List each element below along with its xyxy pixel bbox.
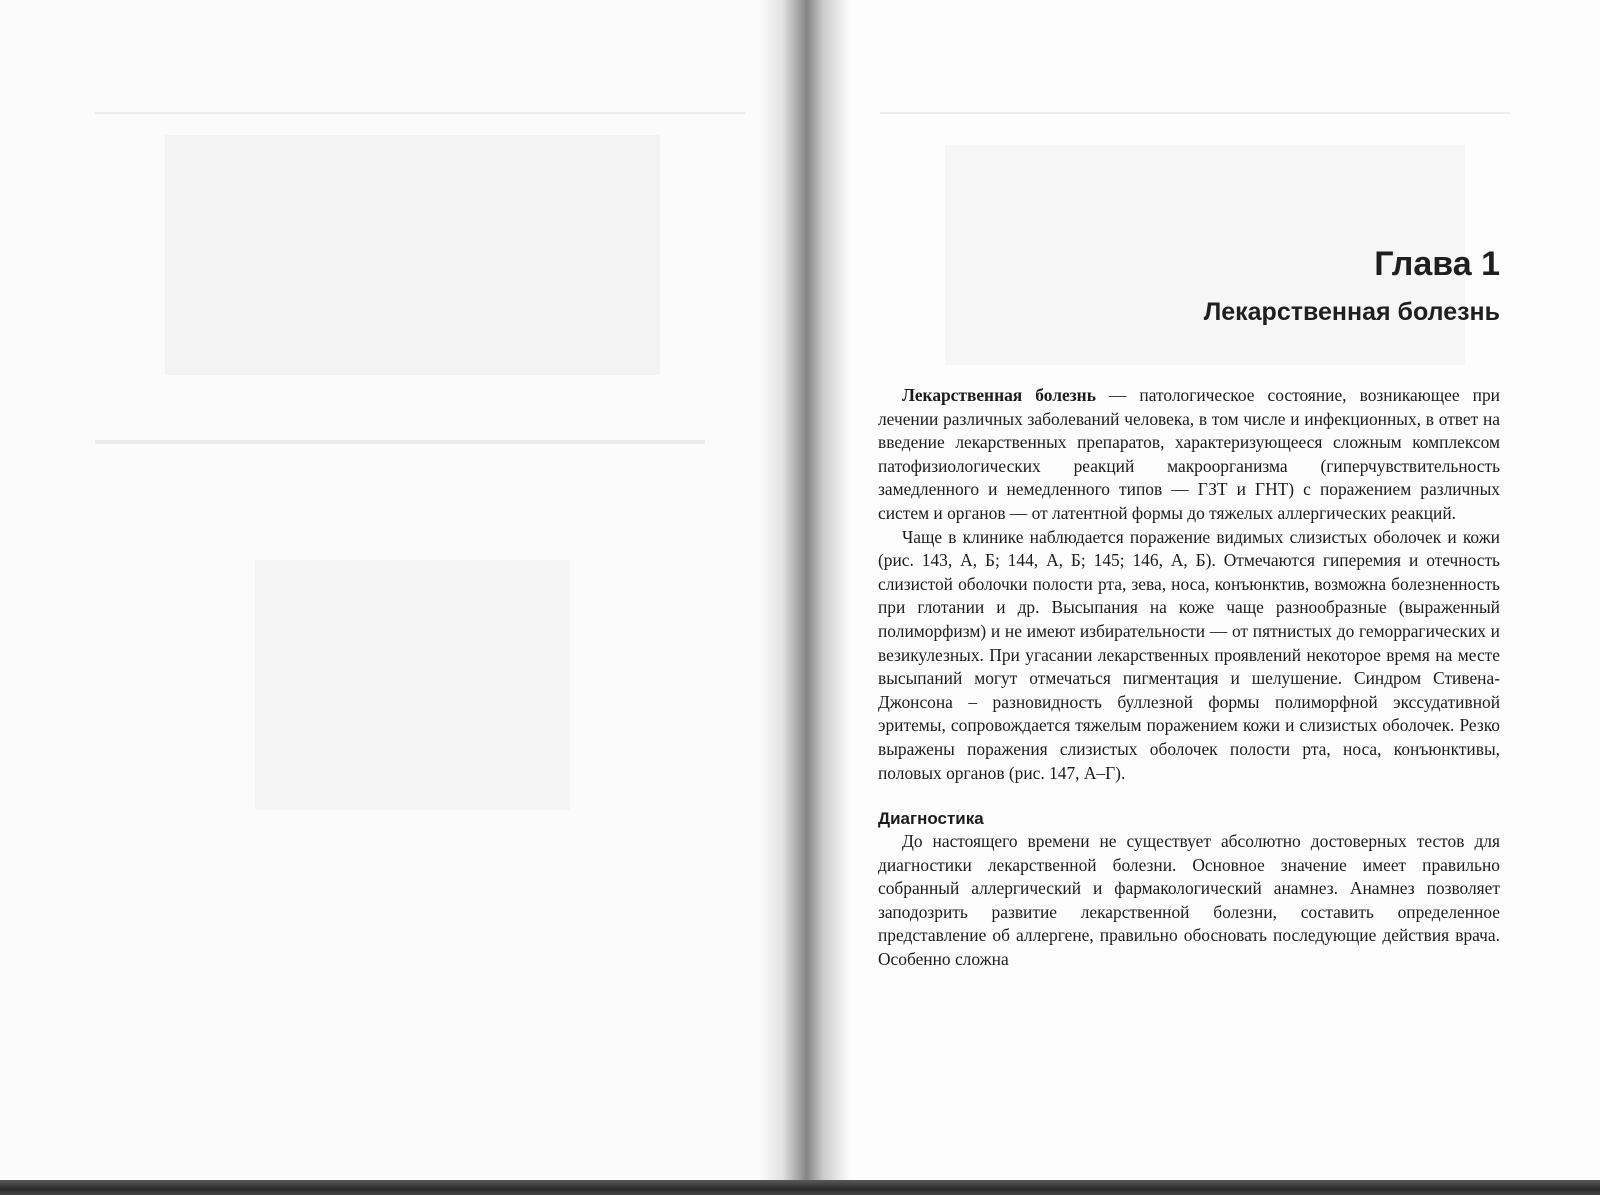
bleed-through-header-rule (95, 112, 745, 114)
bleed-through-image (165, 135, 660, 375)
right-page (850, 0, 1600, 1180)
chapter-title: Лекарственная болезнь (1203, 298, 1500, 326)
scanner-bottom-edge (0, 1180, 1600, 1195)
paragraph-definition (878, 384, 1500, 526)
left-page (0, 0, 790, 1180)
bleed-through-right-header-rule (880, 112, 1510, 114)
definition-text: — патологическое состояние, возникающее при лечении различных заболеваний человека, в том числе и инфекционных, в ответ на введение лекарственных препаратов, характеризующееся сложным комплексом патофизиологических реакций макроорганизма (гиперчувствительность замедленного и немедленного типов — ГЗТ и ГНТ) с поражением различных систем и органов — от латентной формы до тяжелых аллергических реакций. (878, 385, 1500, 523)
chapter-number: Глава 1 (1374, 245, 1500, 283)
body-text (878, 384, 1500, 972)
chapter-heading (1204, 236, 1500, 332)
defined-term: Лекарственная болезнь (902, 385, 1096, 405)
bleed-through-image-lower (255, 560, 570, 810)
paragraph-clinical: Чаще в клинике наблюдается поражение видимых слизистых оболочек и кожи (рис. 143, А, Б; 144, А, Б; 145; 146, А, Б). Отмечаются гиперемия и отечность слизистой оболочки полости рта, зева, носа, конъюнктив, возможна болезненность при глотании и др. Высыпания на коже чаще разнообразные (выраженный полиморфизм) и не имеют избирательности — от пятнистых до геморрагических и везикулезных. При угасании лекарственных проявлений некоторое время на месте высыпаний могут отмечаться пигментация и шелушение. Синдром Стивена-Джонсона – разновидность буллезной формы полиморфной экссудативной эритемы, сопровождается тяжелым поражением кожи и слизистых оболочек. Резко выражены поражения слизистых оболочек полости рта, носа, конъюнктивы, половых органов (рис. 147, А–Г). (878, 526, 1500, 783)
section-heading-diagnostics: Диагностика (878, 809, 984, 829)
paragraph-diagnostics: До настоящего времени не существует абсолютно достоверных тестов для диагностики лекарственной болезни. Основное значение имеет правильно собранный аллергический и фармакологический анамнез. Анамнез позволяет заподозрить развитие лекарственной болезни, составить определенное представление об аллергене, правильно обосновать последующие действия врача. Особенно сложна (878, 831, 1500, 970)
bleed-through-rule (95, 440, 705, 444)
book-gutter-shadow (760, 0, 850, 1180)
